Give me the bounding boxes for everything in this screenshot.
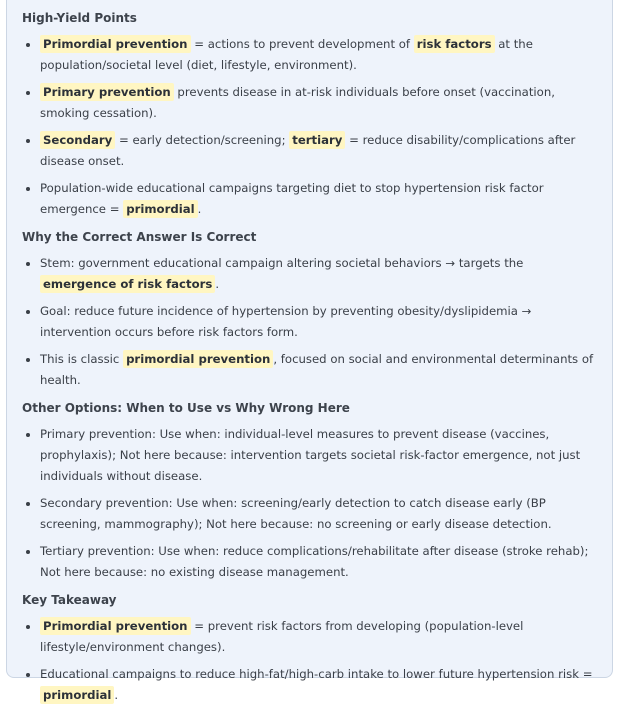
bullet-list — [22, 253, 598, 391]
bullet-text: . — [114, 688, 119, 702]
highlighted-term: risk factors — [414, 35, 495, 53]
bullet-item — [22, 541, 598, 583]
bullet-item — [22, 349, 598, 391]
bullet-item — [22, 301, 598, 343]
highlighted-term: Primordial prevention — [40, 35, 191, 53]
bullet-text: . — [197, 202, 202, 216]
bullet-item — [22, 253, 598, 295]
explanation-card — [6, 0, 613, 702]
bullet-item — [22, 34, 598, 76]
bullet-text: = early detection/screening; — [115, 133, 290, 147]
bullet-text: . — [215, 277, 220, 291]
highlighted-term: Secondary — [40, 131, 115, 149]
bullet-item — [22, 493, 598, 535]
bullet-list — [22, 616, 598, 706]
highlighted-term: primordial prevention — [123, 350, 273, 368]
bullet-text: Stem: government educational campaign altering societal behaviors → targets the — [40, 256, 524, 270]
bullet-text: = prevent risk factors from developing (population-level lifestyle/environment changes). — [40, 619, 524, 654]
bullet-text: = reduce disability/complications after disease onset. — [40, 133, 576, 168]
section-title-key-takeaway: Key Takeaway — [22, 593, 117, 607]
bullet-text: , focused on social and environmental determinants of health. — [40, 352, 594, 387]
bullet-text: Population-wide educational campaigns targeting diet to stop hypertension risk factor emergence = — [40, 181, 544, 216]
section-title-other-options-when-to-use-vs-why-wrong-here: Other Options: When to Use vs Why Wrong Here — [22, 401, 350, 415]
highlighted-term: tertiary — [289, 131, 345, 149]
highlighted-term: Primary prevention — [40, 83, 174, 101]
bullet-item — [22, 424, 598, 487]
bullet-text: = actions to prevent development of — [190, 37, 414, 51]
explanation-content — [22, 10, 598, 706]
bullet-text: Educational campaigns to reduce high-fat/high-carb intake to lower future hypertension risk = — [40, 667, 593, 681]
highlighted-term: emergence of risk factors — [40, 275, 215, 293]
bullet-item — [22, 178, 598, 220]
bullet-text: Secondary prevention: Use when: screening/early detection to catch disease early (BP screening, mammography); Not here because: no screening or early disease detection. — [40, 496, 552, 531]
bullet-item — [22, 82, 598, 124]
bullet-text: This is classic — [40, 352, 124, 366]
bullet-list — [22, 424, 598, 583]
highlighted-term: Primordial prevention — [40, 617, 191, 635]
bullet-text: Goal: reduce future incidence of hypertension by preventing obesity/dyslipidemia → intervention occurs before risk factors form. — [40, 304, 532, 339]
bullet-item — [22, 616, 598, 658]
highlighted-term: primordial — [40, 686, 114, 704]
section-title-why-the-correct-answer-is-correct: Why the Correct Answer Is Correct — [22, 230, 257, 244]
bullet-item — [22, 130, 598, 172]
bullet-text: at the population/societal level (diet, lifestyle, environment). — [40, 37, 533, 72]
bullet-text: prevents disease in at-risk individuals before onset (vaccination, smoking cessation). — [40, 85, 555, 120]
bullet-list — [22, 34, 598, 220]
bullet-text: Primary prevention: Use when: individual-level measures to prevent disease (vaccines, prophylaxis); Not here because: intervention targets societal risk-factor emergence, not just individuals without disease. — [40, 427, 581, 483]
bullet-item — [22, 664, 598, 706]
highlighted-term: primordial — [123, 200, 197, 218]
section-title-high-yield-points: High-Yield Points — [22, 11, 137, 25]
bullet-text: Tertiary prevention: Use when: reduce complications/rehabilitate after disease (stroke rehab); Not here because: no existing disease management. — [40, 544, 589, 579]
